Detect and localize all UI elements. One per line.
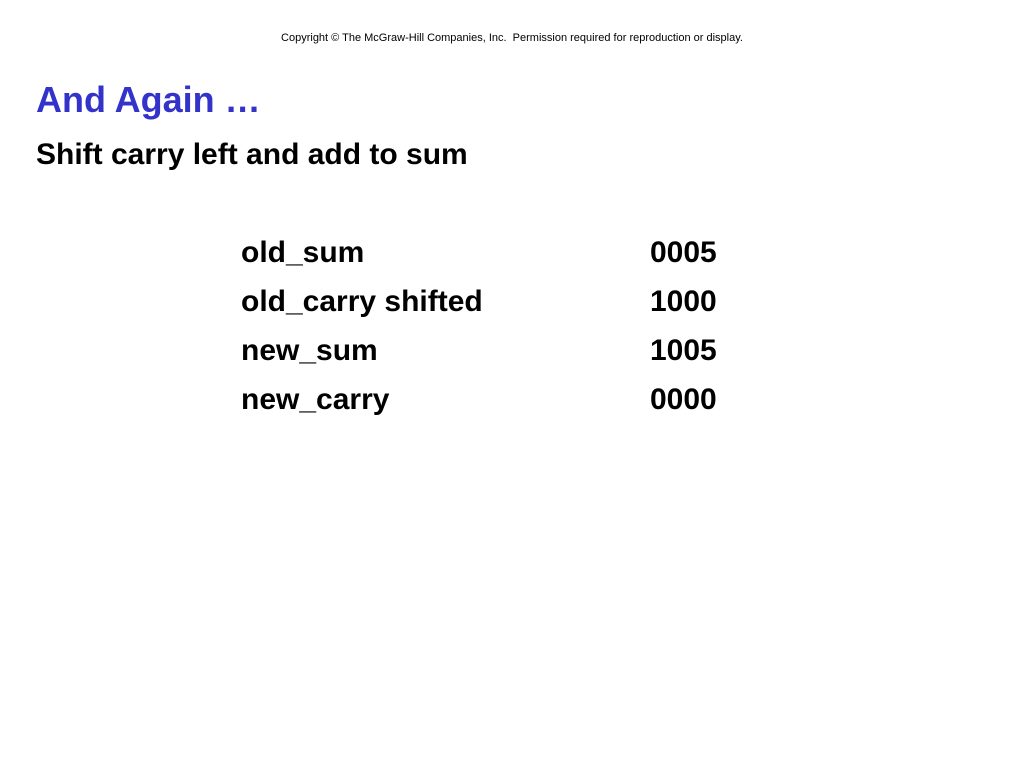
slide-subtitle: Shift carry left and add to sum <box>36 138 468 171</box>
row-label: new_sum <box>241 334 378 367</box>
table-row <box>241 282 761 331</box>
row-value: 1000 <box>650 285 717 318</box>
row-label: old_carry shifted <box>241 285 483 318</box>
table-row <box>241 331 761 380</box>
table-row <box>241 380 761 429</box>
row-value: 0005 <box>650 236 717 269</box>
table-row <box>241 233 761 282</box>
row-value: 1005 <box>650 334 717 367</box>
slide-title: And Again … <box>36 79 261 120</box>
copyright-notice: Copyright © The McGraw-Hill Companies, Inc. Permission required for reproduction or display. <box>281 32 743 44</box>
row-label: new_carry <box>241 383 390 416</box>
row-value: 0000 <box>650 383 717 416</box>
row-label: old_sum <box>241 236 365 269</box>
sum-carry-table <box>241 233 761 429</box>
